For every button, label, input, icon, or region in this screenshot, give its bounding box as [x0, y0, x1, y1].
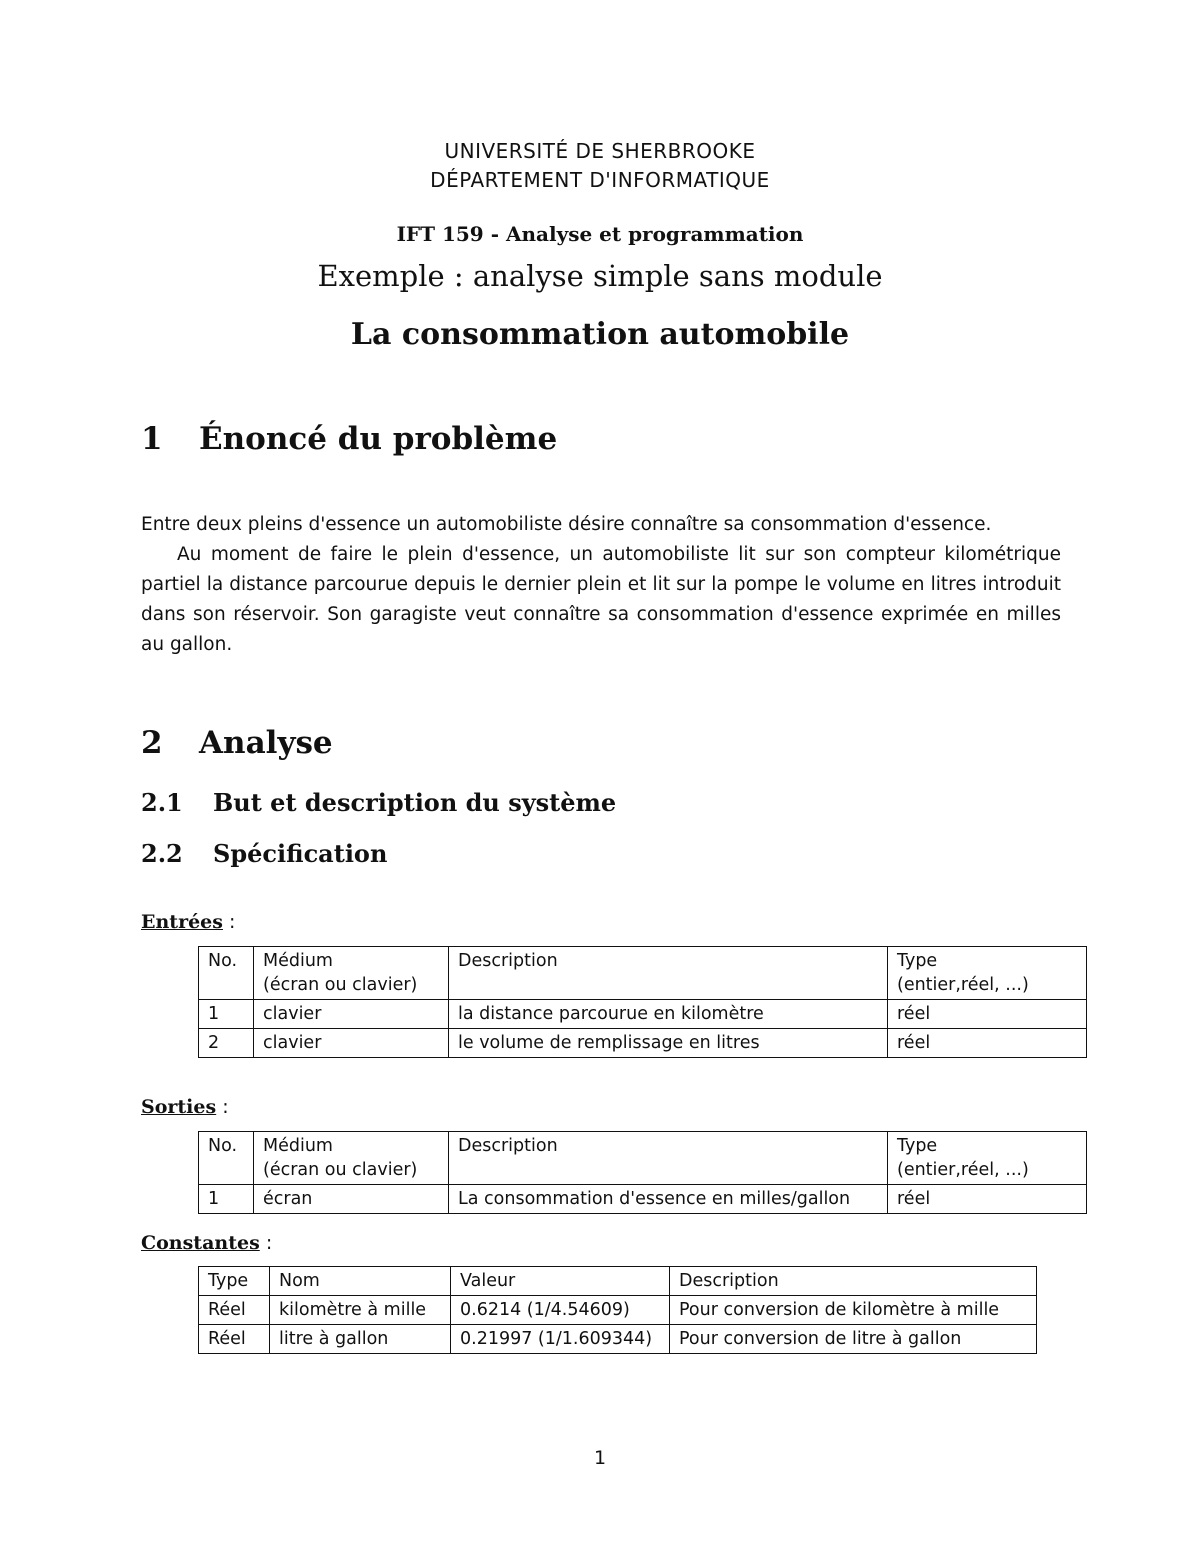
table-cell: la distance parcourue en kilomètre [449, 1000, 888, 1029]
subsection-number: 2.2 [141, 839, 183, 868]
header-cell: Médium (écran ou clavier) [254, 1132, 449, 1185]
paragraph: Au moment de faire le plein d'essence, un automobiliste lit sur son compteur kilométrique partiel la distance parcourue depuis le dernier plein et lit sur la pompe le volume en litres introduit dans son réservoir. Son garagiste veut connaître sa consommation d'essence exprimée en milles au gallon. [141, 544, 1061, 655]
subsection-title: Spécification [213, 839, 388, 868]
table-cell: écran [254, 1185, 449, 1214]
outputs-label-text: Sorties [141, 1096, 217, 1118]
header-cell: Nom [270, 1267, 451, 1296]
outputs-table [198, 1131, 1087, 1214]
outputs-label: Sorties : [141, 1096, 229, 1118]
paragraph: Entre deux pleins d'essence un automobiliste désire connaître sa consommation d'essence. [141, 514, 992, 535]
header-cell: Type (entier,réel, ...) [888, 947, 1087, 1000]
subsection-2-2-heading [141, 839, 387, 868]
university-name: UNIVERSITÉ DE SHERBROOKE [444, 139, 756, 163]
document-title: La consommation automobile [350, 317, 850, 352]
table-header-row [199, 1267, 1037, 1296]
table-cell: kilomètre à mille [270, 1296, 451, 1325]
section-1-heading [141, 421, 557, 457]
subsection-number: 2.1 [141, 788, 183, 817]
table-row [199, 1296, 1037, 1325]
section-number: 2 [141, 725, 163, 761]
constants-label: Constantes : [141, 1232, 273, 1254]
table-cell: clavier [254, 1029, 449, 1058]
header-cell: No. [199, 1132, 254, 1185]
table-cell: 0.6214 (1/4.54609) [451, 1296, 670, 1325]
section-number: 1 [141, 421, 163, 457]
table-cell: le volume de remplissage en litres [449, 1029, 888, 1058]
table-cell: réel [888, 1000, 1087, 1029]
header-cell: Description [449, 947, 888, 1000]
page-number: 1 [593, 1447, 607, 1469]
header-cell: Valeur [451, 1267, 670, 1296]
constants-table [198, 1266, 1037, 1354]
table-cell: 1 [199, 1000, 254, 1029]
table-cell: réel [888, 1185, 1087, 1214]
subsection-2-1-heading [141, 788, 616, 817]
section-title: Énoncé du problème [199, 421, 558, 457]
table-row [199, 1185, 1087, 1214]
header-cell: Type (entier,réel, ...) [888, 1132, 1087, 1185]
constants-label-text: Constantes [141, 1232, 260, 1254]
table-cell: clavier [254, 1000, 449, 1029]
inputs-label: Entrées : [141, 911, 236, 933]
table-row [199, 1029, 1087, 1058]
header-cell: No. [199, 947, 254, 1000]
table-cell: Réel [199, 1325, 270, 1354]
table-cell: 2 [199, 1029, 254, 1058]
table-row [199, 1325, 1037, 1354]
subsection-title: But et description du système [213, 788, 617, 817]
header-cell: Description [449, 1132, 888, 1185]
header-cell: Type [199, 1267, 270, 1296]
table-cell: Pour conversion de kilomètre à mille [670, 1296, 1037, 1325]
table-cell: La consommation d'essence en milles/gallon [449, 1185, 888, 1214]
course-title: IFT 159 - Analyse et programmation [396, 222, 804, 246]
section-2-heading [141, 725, 333, 761]
table-cell: 0.21997 (1/1.609344) [451, 1325, 670, 1354]
table-cell: 1 [199, 1185, 254, 1214]
table-header-row [199, 1132, 1087, 1185]
table-cell: Réel [199, 1296, 270, 1325]
section-title: Analyse [199, 725, 333, 761]
table-cell: litre à gallon [270, 1325, 451, 1354]
table-cell: Pour conversion de litre à gallon [670, 1325, 1037, 1354]
problem-statement [141, 510, 1061, 660]
inputs-label-text: Entrées [141, 911, 223, 933]
table-cell: réel [888, 1029, 1087, 1058]
header-cell: Description [670, 1267, 1037, 1296]
table-row [199, 1000, 1087, 1029]
department-name: DÉPARTEMENT D'INFORMATIQUE [430, 168, 770, 192]
document-subtitle: Exemple : analyse simple sans module [317, 259, 883, 293]
header-cell: Médium (écran ou clavier) [254, 947, 449, 1000]
table-header-row [199, 947, 1087, 1000]
inputs-table [198, 946, 1087, 1058]
